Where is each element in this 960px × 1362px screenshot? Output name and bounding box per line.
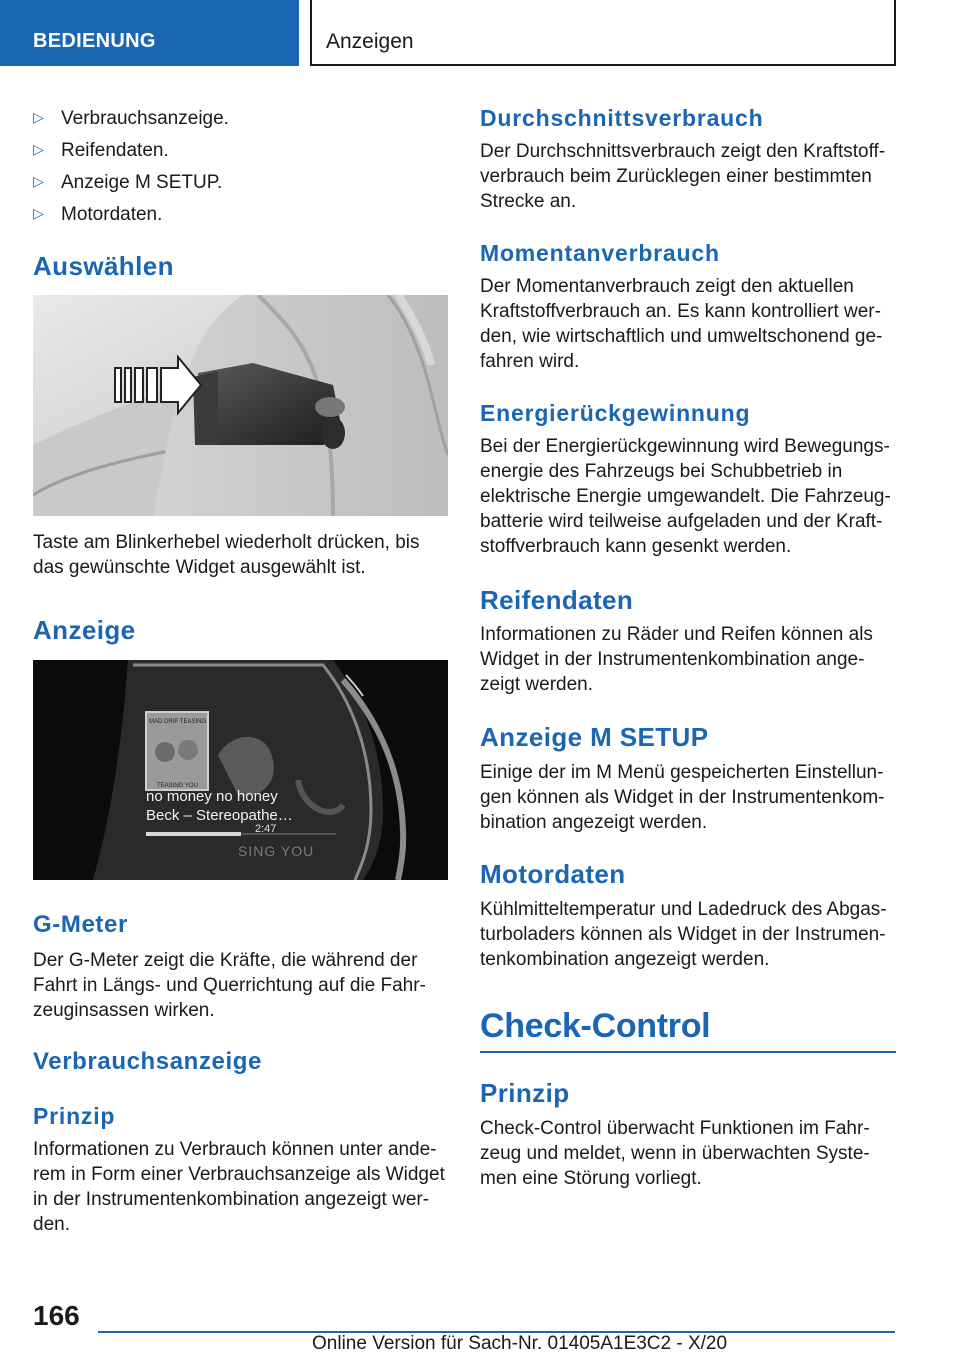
triangle-bullet-icon: ▷ <box>33 205 44 221</box>
caption-auswaehlen <box>33 530 420 580</box>
song-title: no money no honey <box>146 788 278 805</box>
heading-anzeige: Anzeige <box>33 615 136 645</box>
heading-anzeige-m-setup: Anzeige M SETUP <box>480 722 709 752</box>
text-line: Kraftstoffverbrauch an. Es kann kontrolliert wer- <box>480 301 881 322</box>
heading-motordaten: Motordaten <box>480 859 626 889</box>
section-divider <box>480 1051 896 1053</box>
album-label-bottom: TEASING YOU <box>157 783 198 789</box>
text-line: rem in Form einer Verbrauchsanzeige als Widget <box>33 1164 445 1185</box>
text-line: Einige der im M Menü gespeicherten Einstellun- <box>480 762 884 783</box>
text-line: stoffverbrauch kann gesenkt werden. <box>480 536 792 557</box>
triangle-bullet-icon: ▷ <box>33 141 44 157</box>
text-line: gen können als Widget in der Instrumentenkom- <box>480 787 885 808</box>
progress-fill <box>146 832 241 836</box>
text-line: men eine Störung vorliegt. <box>480 1168 702 1189</box>
text-line: energie des Fahrzeugs bei Schubbetrieb in <box>480 461 843 482</box>
artist-name: Beck – Stereopathe… <box>146 807 293 824</box>
bullet-text: Anzeige M SETUP. <box>61 172 223 193</box>
text-line: verbrauch beim Zurücklegen einer bestimmten <box>480 166 872 187</box>
heading-reifendaten: Reifendaten <box>480 585 634 615</box>
triangle-bullet-icon: ▷ <box>33 173 44 189</box>
bullet-text: Verbrauchsanzeige. <box>61 108 229 129</box>
heading-durchschnittsverbrauch: Durchschnittsverbrauch <box>480 105 764 131</box>
text-line: tenkombination angezeigt werden. <box>480 949 770 970</box>
heading-check-control: Check-Control <box>480 1007 711 1045</box>
bullet-text: Motordaten. <box>61 204 163 225</box>
bullet-item <box>33 137 169 163</box>
bullet-item <box>33 169 222 195</box>
text-line: zeuginsassen wirken. <box>33 1000 215 1021</box>
heading-momentanverbrauch: Momentanverbrauch <box>480 240 720 266</box>
stalk-illustration <box>33 295 448 516</box>
text-line: Taste am Blinkerhebel wiederholt drücken, bis <box>33 532 420 553</box>
text-line: in der Instrumentenkombination angezeigt wer- <box>33 1189 430 1210</box>
instrument-cluster-image <box>33 660 448 880</box>
text-line: Widget in der Instrumentenkombination ange- <box>480 649 865 670</box>
text-line: Der G-Meter zeigt die Kräfte, die während der <box>33 950 418 971</box>
page-number: 166 <box>33 1300 80 1331</box>
paragraph-check <box>480 1116 870 1191</box>
text-line: Der Momentanverbrauch zeigt den aktuellen <box>480 276 854 297</box>
paragraph-gmeter <box>33 948 426 1023</box>
bullet-item <box>33 201 162 227</box>
online-version-text: Online Version für Sach-Nr. 01405A1E3C2 - X/20 <box>312 1333 728 1354</box>
bullet-item <box>33 105 229 131</box>
chapter-header <box>310 0 896 66</box>
text-line: den. <box>33 1214 70 1235</box>
album-label-top: MAD DRIP TEASING <box>149 719 207 725</box>
paragraph-reifen <box>480 622 873 697</box>
paragraph-msetup <box>480 760 885 835</box>
text-line: fahren wird. <box>480 351 580 372</box>
paragraph-motor <box>480 897 887 972</box>
bullet-text: Reifendaten. <box>61 140 169 161</box>
heading-auswaehlen: Auswählen <box>33 251 174 281</box>
background-text: SING YOU <box>238 843 315 859</box>
text-line: Informationen zu Räder und Reifen können als <box>480 624 873 645</box>
heading-verbrauchsanzeige: Verbrauchsanzeige <box>33 1048 262 1075</box>
text-line: Kühlmitteltemperatur und Ladedruck des Abgas- <box>480 899 887 920</box>
heading-gmeter: G-Meter <box>33 911 128 938</box>
text-line: Check-Control überwacht Funktionen im Fahr- <box>480 1118 870 1139</box>
track-time: 2:47 <box>255 823 277 835</box>
text-line: zeigt werden. <box>480 674 594 695</box>
text-line: Fahrt in Längs- und Querrichtung auf die Fahr- <box>33 975 426 996</box>
paragraph-energie <box>480 434 891 559</box>
subheading-prinzip-check: Prinzip <box>480 1078 570 1108</box>
cluster-display-image <box>33 660 448 880</box>
turn-signal-lever-image <box>33 295 448 516</box>
text-line: Informationen zu Verbrauch können unter ande- <box>33 1139 437 1160</box>
text-line: Der Durchschnittsverbrauch zeigt den Kraftstoff- <box>480 141 886 162</box>
heading-energierueckgewinnung: Energierückgewinnung <box>480 400 751 426</box>
triangle-bullet-icon: ▷ <box>33 109 44 125</box>
text-line: elektrische Energie umgewandelt. Die Fahrzeug- <box>480 486 891 507</box>
text-line: das gewünschte Widget ausgewählt ist. <box>33 557 366 578</box>
text-line: Strecke an. <box>480 191 577 212</box>
text-line: Bei der Energierückgewinnung wird Bewegungs- <box>480 436 890 457</box>
section-tab[interactable] <box>0 0 299 66</box>
text-line: batterie wird teilweise aufgeladen und der Kraft- <box>480 511 883 532</box>
text-line: bination angezeigt werden. <box>480 812 708 833</box>
text-line: zeug und meldet, wenn in überwachten Syste- <box>480 1143 870 1164</box>
section-label: BEDIENUNG <box>33 30 156 52</box>
paragraph-momentan <box>480 274 882 374</box>
text-line: den, wie wirtschaftlich und umweltschonend ge- <box>480 326 883 347</box>
chapter-label: Anzeigen <box>326 30 414 53</box>
paragraph-verbrauch <box>33 1137 445 1237</box>
subheading-prinzip: Prinzip <box>33 1103 116 1129</box>
paragraph-durchschnitt <box>480 139 885 214</box>
text-line: turboladers können als Widget in der Instrumen- <box>480 924 886 945</box>
